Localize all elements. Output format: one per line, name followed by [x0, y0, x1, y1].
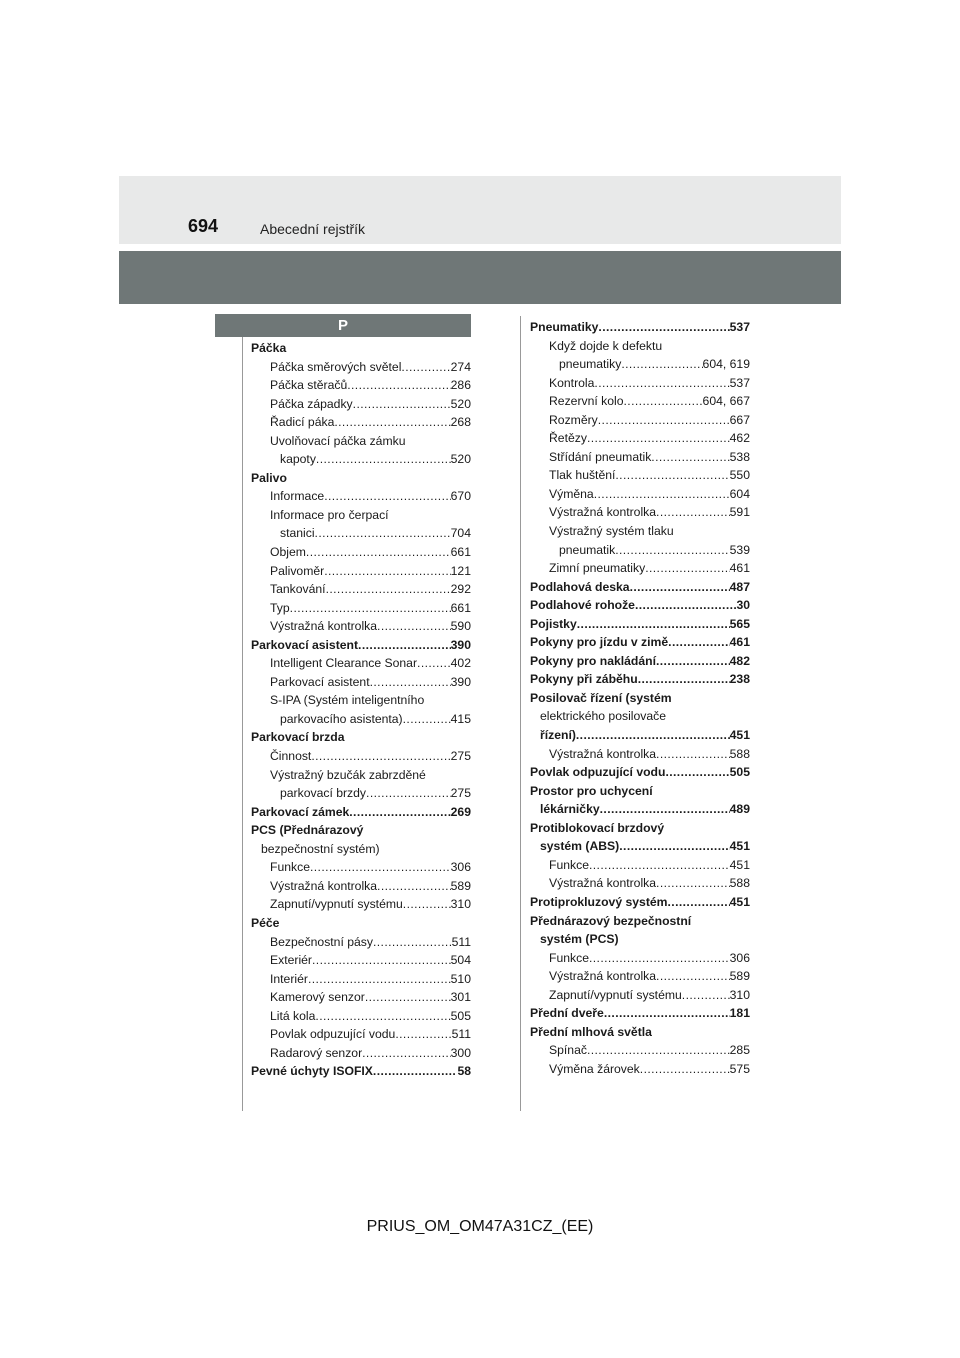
- index-entry: [530, 615, 750, 634]
- entry-label: Přednárazový bezpečnostní: [530, 913, 692, 928]
- entry-label: Výměna žárovek: [549, 1061, 640, 1076]
- dot-leader: [576, 726, 730, 745]
- entry-page-number: 121: [450, 563, 471, 578]
- entry-page-number: 306: [729, 950, 750, 965]
- entry-page-number: 306: [450, 860, 471, 875]
- index-entry: [530, 912, 750, 931]
- index-entry: [530, 819, 750, 838]
- entry-page-number: 604, 667: [702, 394, 750, 409]
- entry-page-number: 268: [450, 415, 471, 430]
- dot-leader: [656, 967, 730, 986]
- entry-label: systém (PCS): [540, 932, 619, 947]
- index-entry: [251, 1025, 471, 1044]
- dot-leader: [665, 763, 729, 782]
- dot-leader: [587, 1041, 730, 1060]
- index-entry: [251, 580, 471, 599]
- entry-page-number: 704: [450, 526, 471, 541]
- entry-label: Objem: [270, 545, 306, 560]
- dot-leader: [316, 450, 451, 469]
- dot-leader: [587, 429, 730, 448]
- dot-leader: [311, 747, 450, 766]
- index-entry: [530, 633, 750, 652]
- index-entry: [251, 877, 471, 896]
- index-entry: [251, 914, 471, 933]
- dot-leader: [308, 970, 451, 989]
- entry-page-number: 520: [450, 452, 471, 467]
- dot-leader: [290, 599, 451, 618]
- entry-label: systém (ABS): [540, 839, 620, 854]
- index-entry: [251, 988, 471, 1007]
- entry-page-number: 274: [450, 359, 471, 374]
- dot-leader: [630, 578, 730, 597]
- entry-label: Exteriér: [270, 953, 312, 968]
- index-entry: [251, 784, 471, 803]
- entry-label: Protiprokluzový systém: [530, 894, 668, 909]
- index-entry: [251, 524, 471, 543]
- dot-leader: [615, 466, 729, 485]
- footer-doc-code: PRIUS_OM_OM47A31CZ_(EE): [366, 1218, 594, 1235]
- entry-label: Páčka směrových světel: [270, 359, 402, 374]
- entry-page-number: 275: [450, 749, 471, 764]
- entry-label: bezpečnostní systém): [261, 841, 380, 856]
- index-entry: [251, 469, 471, 488]
- dot-leader: [619, 837, 729, 856]
- entry-label: Činnost: [270, 749, 312, 764]
- dot-leader: [395, 1025, 451, 1044]
- index-entry: [530, 893, 750, 912]
- dot-leader: [598, 318, 729, 337]
- entry-label: Výměna: [549, 486, 594, 501]
- dot-leader: [577, 615, 730, 634]
- dot-leader: [635, 596, 736, 615]
- index-entry: [530, 392, 750, 411]
- dot-leader: [358, 636, 451, 655]
- entry-label: Páčka: [251, 341, 287, 355]
- entry-page-number: 301: [450, 990, 471, 1005]
- index-entry: [530, 856, 750, 875]
- index-entry: [530, 559, 750, 578]
- dot-leader: [315, 1007, 450, 1026]
- dot-leader: [310, 858, 451, 877]
- entry-page-number: 588: [729, 746, 750, 761]
- index-entry: [530, 967, 750, 986]
- index-entry: [251, 1044, 471, 1063]
- dot-leader: [326, 580, 451, 599]
- dot-leader: [353, 395, 451, 414]
- index-entry: [251, 673, 471, 692]
- entry-label: parkovací brzdy: [280, 786, 367, 801]
- index-entry: [251, 543, 471, 562]
- index-entry: [530, 411, 750, 430]
- dot-leader: [656, 745, 730, 764]
- entry-page-number: 390: [450, 674, 471, 689]
- entry-page-number: 489: [729, 802, 750, 817]
- entry-label: Páčka stěračů: [270, 378, 348, 393]
- index-entry: [530, 466, 750, 485]
- dot-leader: [594, 374, 729, 393]
- entry-label: Zapnutí/vypnutí systému: [549, 987, 682, 1002]
- entry-label: Výstražná kontrolka: [270, 878, 378, 893]
- entry-label: Uvolňovací páčka zámku: [270, 433, 406, 448]
- entry-label: Výstražný bzučák zabrzděné: [270, 767, 426, 782]
- entry-label: pneumatiky: [559, 357, 622, 372]
- entry-label: Střídání pneumatik: [549, 449, 652, 464]
- dot-leader: [656, 652, 730, 671]
- entry-label: Rezervní kolo: [549, 394, 624, 409]
- entry-label: Pneumatiky: [530, 320, 599, 334]
- index-entry: [530, 1041, 750, 1060]
- dot-leader: [656, 874, 730, 893]
- entry-label: Kamerový senzor: [270, 990, 365, 1005]
- entry-label: Podlahové rohože: [530, 598, 635, 613]
- index-entry: [530, 745, 750, 764]
- dot-leader: [600, 800, 730, 819]
- entry-page-number: 461: [729, 561, 750, 576]
- index-entry: [251, 432, 471, 451]
- entry-label: Páčka západky: [270, 396, 353, 411]
- index-entry: [251, 895, 471, 914]
- entry-label: Parkovací asistent: [251, 637, 359, 652]
- entry-page-number: 181: [729, 1006, 750, 1021]
- entry-label: Prostor pro uchycení: [530, 783, 653, 798]
- index-entry: [251, 970, 471, 989]
- index-entry: [530, 986, 750, 1005]
- entry-page-number: 565: [729, 616, 750, 631]
- dot-leader: [306, 543, 451, 562]
- index-entry: [530, 670, 750, 689]
- dot-leader: [377, 877, 451, 896]
- entry-label: Radarový senzor: [270, 1045, 363, 1060]
- index-entry: [251, 599, 471, 618]
- dot-leader: [401, 358, 450, 377]
- entry-label: parkovacího asistenta): [280, 711, 403, 726]
- entry-label: PCS (Přednárazový: [251, 823, 364, 838]
- index-entry: [530, 448, 750, 467]
- index-entry: [530, 429, 750, 448]
- entry-label: Zapnutí/vypnutí systému: [270, 897, 403, 912]
- dot-leader: [365, 988, 451, 1007]
- entry-label: Povlak odpuzující vodu: [270, 1027, 396, 1042]
- index-column-right: [530, 318, 750, 1078]
- entry-page-number: 451: [729, 839, 750, 854]
- entry-label: Kontrola: [549, 375, 595, 390]
- index-entry: [251, 636, 471, 655]
- page-title: Abecední rejstřík: [260, 221, 366, 237]
- entry-page-number: 292: [450, 582, 471, 597]
- entry-label: Výstražný systém tlaku: [549, 524, 674, 539]
- index-entry: [251, 376, 471, 395]
- index-entry: [530, 337, 750, 356]
- index-entry: [251, 951, 471, 970]
- entry-label: Tlak huštění: [549, 468, 616, 483]
- entry-label: Výstražná kontrolka: [549, 969, 657, 984]
- entry-label: Funkce: [549, 857, 589, 872]
- entry-label: Intelligent Clearance Sonar: [270, 656, 418, 671]
- index-entry: [530, 578, 750, 597]
- index-entry: [530, 763, 750, 782]
- entry-page-number: 589: [729, 969, 750, 984]
- entry-page-number: 505: [450, 1008, 471, 1023]
- entry-label: Interiér: [270, 971, 308, 986]
- dot-leader: [638, 670, 730, 689]
- entry-page-number: 539: [729, 542, 750, 557]
- entry-label: lékárničky: [540, 802, 600, 817]
- entry-page-number: 451: [729, 857, 750, 872]
- dot-leader: [362, 1044, 451, 1063]
- index-entry: [251, 933, 471, 952]
- section-letter: P: [215, 314, 471, 337]
- dot-leader: [377, 617, 451, 636]
- index-entry: [251, 821, 471, 840]
- entry-page-number: 537: [729, 320, 750, 334]
- entry-label: S-IPA (Systém inteligentního: [270, 693, 425, 708]
- entry-label: Řetězy: [549, 431, 587, 446]
- dot-leader: [598, 411, 730, 430]
- entry-page-number: 591: [729, 505, 750, 520]
- entry-page-number: 667: [729, 412, 750, 427]
- column-divider-left: [242, 337, 243, 1111]
- index-entry: [251, 358, 471, 377]
- entry-label: Podlahová deska: [530, 579, 630, 594]
- header-band: [119, 176, 841, 244]
- index-entry: [530, 652, 750, 671]
- index-entry: [251, 858, 471, 877]
- index-entry: [530, 485, 750, 504]
- entry-label: Zimní pneumatiky: [549, 561, 646, 576]
- entry-label: Řadicí páka: [270, 415, 335, 430]
- dot-leader: [604, 1004, 730, 1023]
- index-entry: [251, 339, 471, 358]
- entry-page-number: 310: [729, 987, 750, 1002]
- entry-label: Informace: [270, 489, 325, 504]
- entry-label: Parkovací brzda: [251, 730, 345, 745]
- entry-label: Typ: [270, 600, 290, 615]
- index-entry: [530, 355, 750, 374]
- entry-label: Parkovací zámek: [251, 804, 350, 819]
- index-entry: [530, 1023, 750, 1042]
- index-entry: [530, 874, 750, 893]
- entry-label: Výstražná kontrolka: [549, 746, 657, 761]
- index-entry: [251, 487, 471, 506]
- entry-page-number: 451: [729, 728, 750, 743]
- dot-leader: [347, 376, 450, 395]
- index-entry: [530, 541, 750, 560]
- entry-page-number: 510: [450, 971, 471, 986]
- dot-leader: [417, 654, 451, 673]
- dot-leader: [621, 355, 702, 374]
- entry-page-number: 511: [451, 934, 471, 949]
- entry-page-number: 590: [450, 619, 471, 634]
- entry-label: Posilovač řízení (systém: [530, 690, 672, 705]
- entry-label: Výstražná kontrolka: [549, 876, 657, 891]
- index-entry: [251, 728, 471, 747]
- index-entry: [251, 803, 471, 822]
- entry-page-number: 604: [729, 486, 750, 501]
- dot-leader: [403, 710, 451, 729]
- entry-page-number: 511: [451, 1027, 471, 1042]
- entry-label: řízení): [540, 728, 576, 743]
- dot-leader: [349, 803, 450, 822]
- page-number: 694: [188, 216, 219, 236]
- entry-label: Přední mlhová světla: [530, 1024, 652, 1039]
- entry-label: Rozměry: [549, 412, 598, 427]
- dot-leader: [373, 933, 452, 952]
- entry-label: Spínač: [549, 1043, 587, 1058]
- entry-page-number: 550: [729, 468, 750, 483]
- entry-page-number: 588: [729, 876, 750, 891]
- entry-label: Parkovací asistent: [270, 674, 370, 689]
- entry-page-number: 286: [450, 378, 471, 393]
- index-entry: [530, 689, 750, 708]
- header-dark-band: [119, 251, 841, 304]
- index-entry: [530, 522, 750, 541]
- index-entry: [251, 654, 471, 673]
- index-entry: [530, 949, 750, 968]
- entry-page-number: 504: [450, 953, 471, 968]
- index-entry: [251, 506, 471, 525]
- entry-page-number: 275: [450, 786, 471, 801]
- entry-page-number: 462: [729, 431, 750, 446]
- entry-label: Palivoměr: [270, 563, 325, 578]
- index-column-left: [251, 339, 471, 1081]
- entry-page-number: 482: [729, 653, 750, 668]
- dot-leader: [334, 413, 450, 432]
- entry-page-number: 661: [450, 600, 471, 615]
- entry-page-number: 269: [450, 804, 471, 819]
- index-entry: [530, 1060, 750, 1079]
- index-entry: [530, 1004, 750, 1023]
- entry-label: Informace pro čerpací: [270, 507, 389, 522]
- index-entry: [530, 782, 750, 801]
- index-entry: [251, 840, 471, 859]
- entry-label: stanici: [280, 526, 315, 541]
- entry-label: Povlak odpuzující vodu: [530, 765, 666, 780]
- index-entry: [530, 707, 750, 726]
- entry-page-number: 402: [450, 656, 471, 671]
- entry-page-number: 589: [450, 878, 471, 893]
- entry-page-number: 520: [450, 396, 471, 411]
- index-entry: [530, 930, 750, 949]
- index-entry: [530, 726, 750, 745]
- entry-page-number: 461: [729, 635, 750, 650]
- entry-label: Pokyny pro jízdu v zimě: [530, 635, 669, 650]
- entry-page-number: 30: [736, 598, 750, 613]
- entry-page-number: 390: [450, 637, 471, 652]
- dot-leader: [589, 949, 730, 968]
- index-entry: [251, 747, 471, 766]
- entry-page-number: 505: [729, 765, 750, 780]
- entry-label: Péče: [251, 915, 280, 930]
- dot-leader: [315, 524, 451, 543]
- index-entry: [251, 413, 471, 432]
- index-entry: [251, 1007, 471, 1026]
- dot-leader: [651, 448, 729, 467]
- entry-label: Protiblokovací brzdový: [530, 820, 665, 835]
- dot-leader: [668, 893, 730, 912]
- entry-label: pneumatik: [559, 542, 616, 557]
- entry-label: Tankování: [270, 582, 326, 597]
- index-entry: [251, 562, 471, 581]
- entry-page-number: 575: [729, 1061, 750, 1076]
- entry-label: Pokyny pro nakládání: [530, 653, 656, 668]
- dot-leader: [645, 559, 729, 578]
- index-entry: [251, 1062, 471, 1081]
- dot-leader: [324, 562, 450, 581]
- index-entry: [251, 450, 471, 469]
- entry-page-number: 310: [450, 897, 471, 912]
- entry-page-number: 537: [729, 375, 750, 390]
- dot-leader: [615, 541, 729, 560]
- entry-label: Pokyny při záběhu: [530, 672, 638, 687]
- index-entry: [530, 374, 750, 393]
- entry-page-number: 670: [450, 489, 471, 504]
- entry-label: Pevné úchyty ISOFIX: [251, 1064, 373, 1079]
- index-entry: [530, 596, 750, 615]
- entry-page-number: 487: [729, 579, 750, 594]
- index-entry: [530, 800, 750, 819]
- index-entry: [251, 766, 471, 785]
- entry-label: Když dojde k defektu: [549, 338, 663, 353]
- entry-page-number: 451: [729, 894, 750, 909]
- entry-page-number: 285: [729, 1043, 750, 1058]
- dot-leader: [594, 485, 730, 504]
- entry-label: Výstražná kontrolka: [270, 619, 378, 634]
- entry-page-number: 661: [450, 545, 471, 560]
- index-entry: [530, 837, 750, 856]
- entry-page-number: 58: [457, 1064, 471, 1079]
- entry-label: Výstražná kontrolka: [549, 505, 657, 520]
- dot-leader: [403, 895, 451, 914]
- dot-leader: [656, 503, 730, 522]
- dot-leader: [682, 986, 730, 1005]
- dot-leader: [312, 951, 451, 970]
- index-entry: [251, 617, 471, 636]
- entry-page-number: 538: [729, 449, 750, 464]
- dot-leader: [624, 392, 703, 411]
- column-divider-right: [520, 316, 521, 1111]
- entry-label: elektrického posilovače: [540, 709, 667, 724]
- index-entry: [530, 318, 750, 337]
- entry-page-number: 238: [729, 672, 750, 687]
- index-entry: [251, 395, 471, 414]
- entry-label: Pojistky: [530, 616, 577, 631]
- dot-leader: [366, 784, 451, 803]
- entry-label: Palivo: [251, 470, 287, 485]
- index-entry: [530, 503, 750, 522]
- entry-page-number: 604, 619: [702, 357, 750, 372]
- entry-page-number: 415: [450, 711, 471, 726]
- dot-leader: [668, 633, 729, 652]
- entry-label: kapoty: [280, 452, 316, 467]
- dot-leader: [370, 673, 451, 692]
- dot-leader: [373, 1062, 458, 1081]
- entry-label: Funkce: [549, 950, 589, 965]
- index-entry: [251, 691, 471, 710]
- entry-label: Bezpečnostní pásy: [270, 934, 373, 949]
- dot-leader: [324, 487, 450, 506]
- entry-page-number: 300: [450, 1045, 471, 1060]
- dot-leader: [589, 856, 730, 875]
- entry-label: Přední dveře: [530, 1006, 604, 1021]
- entry-label: Funkce: [270, 860, 310, 875]
- entry-label: Litá kola: [270, 1008, 316, 1023]
- index-entry: [251, 710, 471, 729]
- dot-leader: [640, 1060, 730, 1079]
